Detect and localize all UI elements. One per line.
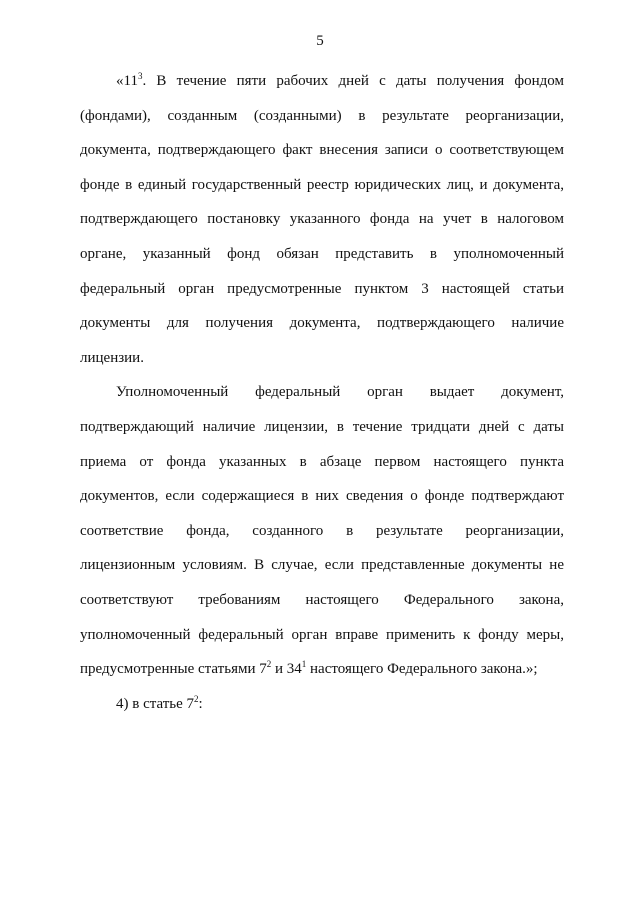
paragraph-text: настоящего Федерального закона.»; (306, 661, 538, 678)
paragraph-article-7-2 (80, 687, 564, 722)
paragraph-authorized-body (80, 375, 564, 686)
paragraph-text: и 34 (271, 661, 302, 678)
paragraph-text: . В течение пяти рабочих дней с даты получения фондом (фондами), созданным (созданными) в результате реорганизации, документа, подтверждающего факт внесения записи о соответствующем фонде в единый государственный реестр юридических лиц, и документа, подтверждающего постановку указанного фонда на учет в налоговом органе, указанный фонд обязан представить в уполномоченный федеральный орган предусмотренные пунктом 3 настоящей статьи документы для получения документа, подтверждающего наличие лицензии. (80, 73, 564, 366)
paragraph-text: Уполномоченный федеральный орган выдает документ, подтверждающий наличие лицензии, в течение тридцати дней с даты приема от фонда указанных в абзаце первом настоящего пункта документов, если содержащиеся в них сведения о фонде подтверждают соответствие фонда, созданного в результате реорганизации, лицензионным условиям. В случае, если представленные документы не соответствуют требованиям настоящего Федерального закона, уполномоченный федеральный орган вправе применить к фонду меры, предусмотренные статьями 7 (80, 384, 564, 678)
paragraph-11-3 (80, 64, 564, 375)
superscript: 2 (266, 659, 272, 670)
paragraph-text: 4) в статье 7 (116, 695, 195, 712)
superscript: 3 (137, 71, 143, 81)
document-body (80, 64, 564, 721)
paragraph-text: : (198, 695, 203, 712)
superscript: 1 (301, 659, 307, 670)
superscript: 2 (194, 693, 199, 704)
paragraph-text: «11 (116, 73, 138, 89)
page-number: 5 (316, 33, 324, 49)
